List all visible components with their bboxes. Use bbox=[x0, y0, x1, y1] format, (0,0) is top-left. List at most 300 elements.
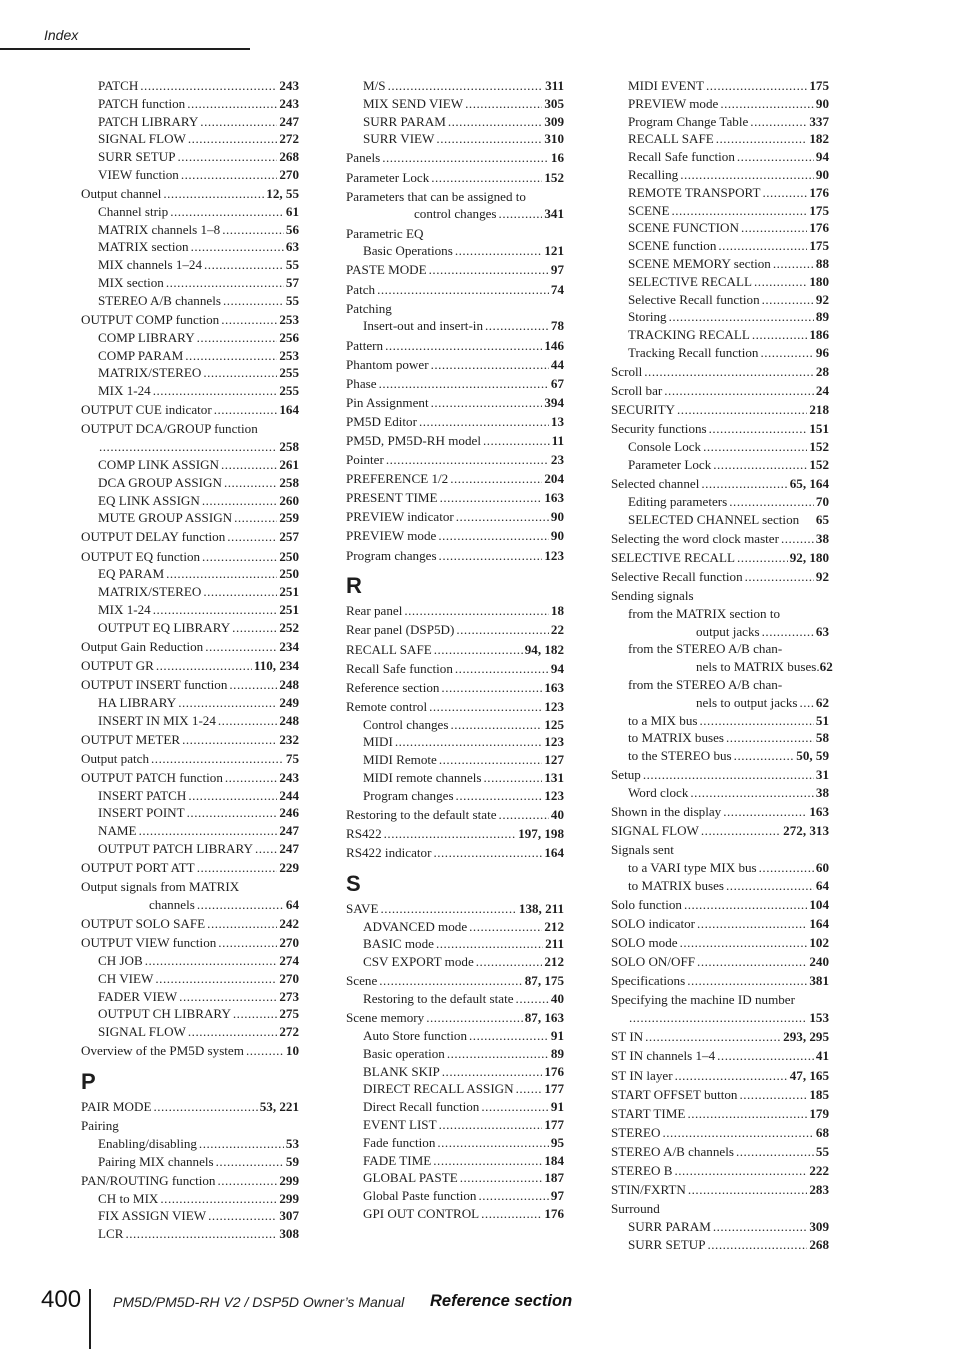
index-entry bbox=[81, 401, 299, 419]
dot-leader bbox=[739, 1086, 807, 1104]
index-subentry bbox=[611, 202, 829, 220]
entry-text: SECURITY bbox=[611, 402, 676, 418]
entry-text: Panels bbox=[346, 150, 381, 166]
entry-line bbox=[363, 242, 564, 260]
index-subentry bbox=[611, 493, 829, 511]
entry-line bbox=[98, 329, 299, 347]
page-ref: 182 bbox=[809, 131, 829, 147]
index-entry bbox=[81, 657, 299, 675]
entry-line bbox=[98, 1005, 299, 1023]
dot-leader bbox=[629, 1009, 807, 1027]
entry-line bbox=[346, 844, 564, 862]
page-ref: 92 bbox=[815, 568, 829, 584]
entry-text: COMP LIBRARY bbox=[98, 329, 195, 345]
entry-text: Restoring to the default state bbox=[346, 806, 497, 822]
page-ref: 16 bbox=[550, 150, 564, 166]
index-entry bbox=[611, 1086, 829, 1104]
page-ref: 247 bbox=[279, 113, 299, 129]
dot-leader bbox=[255, 840, 277, 858]
entry-text: from the STEREO A/B chan- bbox=[628, 641, 783, 657]
index-subentry bbox=[81, 292, 299, 310]
index-entry bbox=[81, 1117, 299, 1135]
index-entry bbox=[611, 991, 829, 1027]
entry-line bbox=[611, 822, 829, 840]
entry-text: RECALL SAFE bbox=[628, 131, 714, 147]
page-ref: 218 bbox=[809, 402, 829, 418]
index-subentry bbox=[81, 256, 299, 274]
dot-leader bbox=[708, 1236, 808, 1254]
dot-leader bbox=[202, 548, 277, 566]
page-ref: 12, 55 bbox=[266, 186, 299, 202]
entry-line bbox=[98, 130, 299, 148]
page-ref: 152 bbox=[544, 169, 564, 185]
page-ref: 138, 211 bbox=[518, 900, 564, 916]
dot-leader bbox=[153, 382, 278, 400]
index-entry bbox=[81, 548, 299, 566]
index-entry bbox=[611, 1067, 829, 1085]
entry-text: GPI OUT CONTROL bbox=[363, 1206, 480, 1222]
entry-text: MATRIX channels 1–8 bbox=[98, 221, 221, 237]
dot-leader bbox=[437, 1134, 549, 1152]
entry-line bbox=[98, 804, 299, 822]
dot-leader bbox=[745, 568, 814, 586]
entry-text: EVENT LIST bbox=[363, 1117, 437, 1133]
index-subentry bbox=[346, 317, 564, 335]
page-ref: 50, 59 bbox=[796, 748, 829, 764]
index-column-3 bbox=[611, 77, 833, 1254]
entry-line bbox=[628, 859, 829, 877]
page-ref: 38 bbox=[815, 530, 829, 546]
dot-leader bbox=[182, 731, 277, 749]
dot-leader bbox=[395, 733, 543, 751]
index-entry bbox=[346, 451, 564, 469]
dot-leader bbox=[246, 1042, 284, 1060]
dot-leader bbox=[438, 527, 549, 545]
entry-text: from the MATRIX section to bbox=[628, 605, 781, 621]
page-ref: 127 bbox=[544, 752, 564, 768]
manual-title: PM5D/PM5D-RH V2 / DSP5D Owner’s Manual bbox=[113, 1294, 405, 1310]
index-subentry bbox=[81, 203, 299, 221]
index-entry bbox=[81, 638, 299, 656]
entry-text: STEREO B bbox=[611, 1163, 673, 1179]
page-ref: 31 bbox=[815, 767, 829, 783]
entry-text: PASTE MODE bbox=[346, 262, 427, 278]
entry-line bbox=[363, 1134, 564, 1152]
page-ref: 22 bbox=[550, 622, 564, 638]
page-ref: 247 bbox=[279, 841, 299, 857]
page-ref: 153 bbox=[809, 1010, 829, 1026]
page-ref: 394 bbox=[544, 394, 564, 410]
dot-leader bbox=[762, 291, 814, 309]
dot-leader bbox=[447, 1045, 549, 1063]
index-subentry bbox=[81, 456, 299, 474]
page-ref: 179 bbox=[809, 1105, 829, 1121]
dot-leader bbox=[483, 432, 550, 450]
dot-leader bbox=[384, 825, 517, 843]
page-ref: 272 bbox=[279, 1024, 299, 1040]
entry-line bbox=[628, 438, 829, 456]
page-ref: 255 bbox=[279, 365, 299, 381]
dot-leader bbox=[720, 95, 814, 113]
dot-leader bbox=[456, 787, 543, 805]
index-entry bbox=[346, 621, 564, 639]
entry-text: Output Gain Reduction bbox=[81, 638, 204, 654]
index-entry bbox=[611, 915, 829, 933]
dot-leader bbox=[481, 1205, 542, 1223]
index-entry bbox=[346, 375, 564, 393]
entry-text-continued: nels to output jacks bbox=[696, 694, 798, 710]
index-entry bbox=[346, 660, 564, 678]
dot-leader bbox=[469, 1027, 549, 1045]
index-entry bbox=[346, 261, 564, 279]
entry-text: CH VIEW bbox=[98, 970, 154, 986]
entry-text: SELECTIVE RECALL bbox=[628, 273, 753, 289]
entry-line bbox=[346, 698, 564, 716]
entry-line bbox=[98, 822, 299, 840]
index-subentry bbox=[346, 1045, 564, 1063]
index-subentry bbox=[611, 166, 829, 184]
entry-line bbox=[611, 896, 829, 914]
entry-text: SELECTIVE RECALL bbox=[611, 549, 736, 565]
page-ref: 62 bbox=[819, 659, 833, 675]
entry-text: SCENE FUNCTION bbox=[628, 220, 739, 236]
entry-line bbox=[628, 273, 829, 291]
entry-line bbox=[346, 169, 564, 187]
entry-line bbox=[98, 1207, 299, 1225]
entry-text: Console Lock bbox=[628, 439, 702, 455]
entry-line bbox=[363, 769, 564, 787]
entry-line bbox=[346, 602, 564, 620]
index-entry bbox=[346, 972, 564, 990]
page-ref: 246 bbox=[279, 805, 299, 821]
entry-line bbox=[628, 184, 829, 202]
dot-leader bbox=[187, 804, 278, 822]
index-entry bbox=[346, 679, 564, 697]
page-ref: 13 bbox=[550, 413, 564, 429]
index-entry bbox=[611, 1200, 829, 1218]
dot-leader bbox=[499, 806, 549, 824]
dot-leader bbox=[203, 583, 277, 601]
entry-text: Basic operation bbox=[363, 1045, 445, 1061]
entry-text: SURR PARAM bbox=[628, 1219, 711, 1235]
entry-text: Program changes bbox=[346, 547, 437, 563]
entry-text: SURR SETUP bbox=[98, 149, 176, 165]
dot-leader bbox=[484, 769, 543, 787]
page-ref: 96 bbox=[815, 344, 829, 360]
entry-line bbox=[628, 1218, 829, 1236]
page-ref: 92, 180 bbox=[789, 549, 829, 565]
page-ref: 163 bbox=[544, 679, 564, 695]
entry-line bbox=[611, 1105, 829, 1123]
dot-leader bbox=[218, 712, 277, 730]
page-ref: 104 bbox=[809, 897, 829, 913]
index-subentry bbox=[81, 148, 299, 166]
dot-leader bbox=[216, 1153, 284, 1171]
page-ref: 51 bbox=[815, 712, 829, 728]
entry-line bbox=[628, 148, 829, 166]
index-entry bbox=[346, 432, 564, 450]
entry-line bbox=[611, 363, 829, 381]
index-entry bbox=[346, 394, 564, 412]
entry-line bbox=[611, 953, 829, 971]
entry-line bbox=[98, 113, 299, 131]
entry-text: to MATRIX buses bbox=[628, 877, 725, 893]
index-subentry bbox=[81, 804, 299, 822]
index-entry bbox=[81, 420, 299, 456]
entry-line bbox=[346, 261, 564, 279]
index-entry bbox=[611, 803, 829, 821]
entry-line bbox=[611, 382, 829, 400]
page-ref: 270 bbox=[279, 166, 299, 182]
entry-text: OUTPUT CH LIBRARY bbox=[98, 1006, 231, 1022]
entry-text: INSERT POINT bbox=[98, 805, 185, 821]
dot-leader bbox=[99, 438, 277, 456]
dot-leader bbox=[697, 915, 807, 933]
page-ref: 56 bbox=[285, 221, 299, 237]
dot-leader bbox=[736, 1143, 814, 1161]
dot-leader bbox=[178, 148, 278, 166]
entry-text: BASIC mode bbox=[363, 936, 434, 952]
index-subentry bbox=[81, 1135, 299, 1153]
entry-line bbox=[98, 1190, 299, 1208]
entry-line bbox=[628, 729, 829, 747]
entry-line bbox=[98, 970, 299, 988]
index-subentry bbox=[611, 184, 829, 202]
page-ref: 63 bbox=[815, 623, 829, 639]
page-ref: 251 bbox=[279, 584, 299, 600]
page-ref: 311 bbox=[545, 78, 564, 93]
entry-line bbox=[346, 356, 564, 374]
page-ref: 258 bbox=[279, 439, 299, 455]
entry-line bbox=[98, 95, 299, 113]
index-entry bbox=[346, 1009, 564, 1027]
entry-text: OUTPUT INSERT function bbox=[81, 676, 228, 692]
index-subentry bbox=[611, 148, 829, 166]
entry-line bbox=[346, 375, 564, 393]
page-ref: 299 bbox=[279, 1190, 299, 1206]
entry-line bbox=[611, 1009, 829, 1027]
entry-line bbox=[611, 1124, 829, 1142]
page-ref: 146 bbox=[544, 337, 564, 353]
page-ref: 123 bbox=[544, 698, 564, 714]
dot-leader bbox=[762, 623, 814, 641]
entry-line bbox=[346, 660, 564, 678]
entry-text: GLOBAL PASTE bbox=[363, 1170, 458, 1186]
entry-text: MIDI Remote bbox=[363, 752, 437, 768]
index-subentry bbox=[81, 364, 299, 382]
dot-leader bbox=[701, 822, 781, 840]
entry-text: Shown in the display bbox=[611, 804, 722, 820]
index-subentry bbox=[346, 1187, 564, 1205]
index-entry bbox=[346, 698, 564, 716]
entry-text: PREFERENCE 1/2 bbox=[346, 471, 449, 487]
index-entry bbox=[346, 602, 564, 620]
page-ref: 47, 165 bbox=[789, 1067, 829, 1083]
dot-leader bbox=[160, 1190, 277, 1208]
entry-text: Program Change Table bbox=[628, 113, 749, 129]
entry-line bbox=[628, 308, 829, 326]
page-ref: 268 bbox=[809, 1236, 829, 1252]
entry-line bbox=[363, 787, 564, 805]
entry-line bbox=[611, 568, 829, 586]
page-ref: 11 bbox=[551, 433, 564, 448]
dot-leader bbox=[208, 1207, 277, 1225]
dot-leader bbox=[697, 953, 807, 971]
entry-text: DIRECT RECALL ASSIGN bbox=[363, 1081, 514, 1097]
dot-leader bbox=[429, 261, 549, 279]
dot-leader bbox=[465, 95, 542, 113]
index-entry bbox=[611, 766, 829, 784]
dot-leader bbox=[433, 1152, 542, 1170]
entry-text: OUTPUT PATCH LIBRARY bbox=[98, 841, 253, 857]
index-subentry bbox=[81, 95, 299, 113]
page-ref: 55 bbox=[285, 257, 299, 273]
dot-leader bbox=[441, 679, 542, 697]
index-entry bbox=[346, 169, 564, 187]
index-entry bbox=[346, 641, 564, 659]
entry-line bbox=[628, 202, 829, 220]
entry-line bbox=[81, 657, 299, 675]
entry-line bbox=[98, 474, 299, 492]
entry-text: COMP LINK ASSIGN bbox=[98, 456, 220, 472]
index-entry bbox=[81, 1172, 299, 1190]
dot-leader bbox=[385, 337, 542, 355]
entry-line bbox=[628, 326, 829, 344]
dot-leader bbox=[450, 470, 542, 488]
dot-leader bbox=[690, 784, 814, 802]
dot-leader bbox=[429, 698, 542, 716]
entry-line bbox=[628, 712, 829, 730]
entry-line bbox=[628, 511, 829, 529]
page-ref: 258 bbox=[279, 474, 299, 490]
dot-leader bbox=[178, 694, 277, 712]
entry-line bbox=[98, 988, 299, 1006]
entry-line bbox=[98, 382, 299, 400]
page-ref: 234 bbox=[279, 638, 299, 654]
entry-text: Tracking Recall function bbox=[628, 344, 759, 360]
dot-leader bbox=[222, 221, 284, 239]
page-ref: 64 bbox=[815, 877, 829, 893]
dot-leader bbox=[139, 822, 278, 840]
index-subentry bbox=[81, 712, 299, 730]
dot-leader bbox=[726, 877, 814, 895]
entry-text: DCA GROUP ASSIGN bbox=[98, 474, 222, 490]
entry-line bbox=[363, 113, 564, 131]
dot-leader bbox=[381, 900, 517, 918]
page-ref: 152 bbox=[809, 439, 829, 455]
header-rule bbox=[0, 48, 250, 50]
entry-text: Pattern bbox=[346, 337, 384, 353]
entry-text: Recall Safe function bbox=[628, 149, 735, 165]
dot-leader bbox=[197, 329, 278, 347]
index-subentry bbox=[611, 640, 833, 676]
index-subentry bbox=[81, 166, 299, 184]
section-tab: Index bbox=[44, 27, 79, 43]
entry-text: SURR SETUP bbox=[628, 1236, 706, 1252]
entry-text: EQ PARAM bbox=[98, 566, 165, 582]
entry-line bbox=[363, 1027, 564, 1045]
page-ref: 89 bbox=[815, 309, 829, 325]
entry-text: FIX ASSIGN VIEW bbox=[98, 1208, 207, 1224]
entry-line bbox=[363, 990, 564, 1008]
page-ref: 255 bbox=[279, 383, 299, 399]
entry-line bbox=[98, 292, 299, 310]
entry-line bbox=[98, 601, 299, 619]
entry-line bbox=[363, 1169, 564, 1187]
entry-line bbox=[81, 185, 299, 203]
dot-leader bbox=[754, 273, 807, 291]
index-subentry bbox=[611, 456, 829, 474]
page-ref: 341 bbox=[544, 206, 564, 222]
entry-text: BLANK SKIP bbox=[363, 1063, 440, 1079]
entry-text: Pairing MIX channels bbox=[98, 1153, 214, 1169]
page-ref: 75 bbox=[285, 750, 299, 766]
dot-leader bbox=[713, 1218, 808, 1236]
entry-text: Editing parameters bbox=[628, 493, 728, 509]
entry-line bbox=[363, 95, 564, 113]
page-number: 400 bbox=[41, 1286, 82, 1313]
dot-leader bbox=[706, 77, 807, 95]
dot-leader bbox=[726, 729, 814, 747]
entry-line bbox=[346, 489, 564, 507]
index-subentry bbox=[346, 716, 564, 734]
index-subentry bbox=[611, 113, 829, 131]
index-subentry bbox=[346, 1205, 564, 1223]
page-ref: 248 bbox=[279, 712, 299, 728]
entry-line bbox=[611, 1047, 829, 1065]
entry-text: Specifying the machine ID number bbox=[611, 992, 795, 1008]
page-ref: 62 bbox=[815, 694, 829, 710]
page-ref: 253 bbox=[279, 311, 299, 327]
index-entry bbox=[611, 568, 829, 586]
entry-line bbox=[611, 1067, 829, 1085]
dot-leader bbox=[197, 896, 284, 914]
entry-line bbox=[346, 679, 564, 697]
page-ref: 250 bbox=[279, 566, 299, 582]
entry-text: Direct Recall function bbox=[363, 1099, 480, 1115]
entry-text: OUTPUT PORT ATT bbox=[81, 860, 195, 876]
dot-leader bbox=[688, 1181, 807, 1199]
page-ref: 177 bbox=[544, 1117, 564, 1133]
page-ref: 256 bbox=[279, 329, 299, 345]
index-entry bbox=[611, 1047, 829, 1065]
page-ref: 244 bbox=[279, 787, 299, 803]
index-entry bbox=[611, 587, 829, 605]
index-subentry bbox=[81, 952, 299, 970]
index-entry bbox=[611, 1124, 829, 1142]
index-subentry bbox=[611, 255, 829, 273]
page-ref: 60 bbox=[815, 860, 829, 876]
index-column-2 bbox=[346, 77, 564, 1223]
dot-leader bbox=[170, 203, 284, 221]
entry-text: SIGNAL FLOW bbox=[611, 823, 699, 839]
page-ref: 40 bbox=[550, 991, 564, 1007]
index-entry bbox=[611, 953, 829, 971]
entry-text: to the STEREO bus bbox=[628, 748, 732, 764]
index-entry bbox=[81, 185, 299, 203]
index-subentry bbox=[81, 221, 299, 239]
entry-line bbox=[363, 317, 564, 335]
entry-text: Patch bbox=[346, 281, 376, 297]
entry-text: RS422 indicator bbox=[346, 845, 432, 861]
dot-leader bbox=[709, 420, 808, 438]
dot-leader bbox=[752, 326, 808, 344]
index-entry bbox=[611, 1162, 829, 1180]
entry-text: Scroll bbox=[611, 364, 643, 380]
index-entry bbox=[611, 475, 829, 493]
page-ref: 307 bbox=[279, 1208, 299, 1224]
entry-line bbox=[628, 166, 829, 184]
